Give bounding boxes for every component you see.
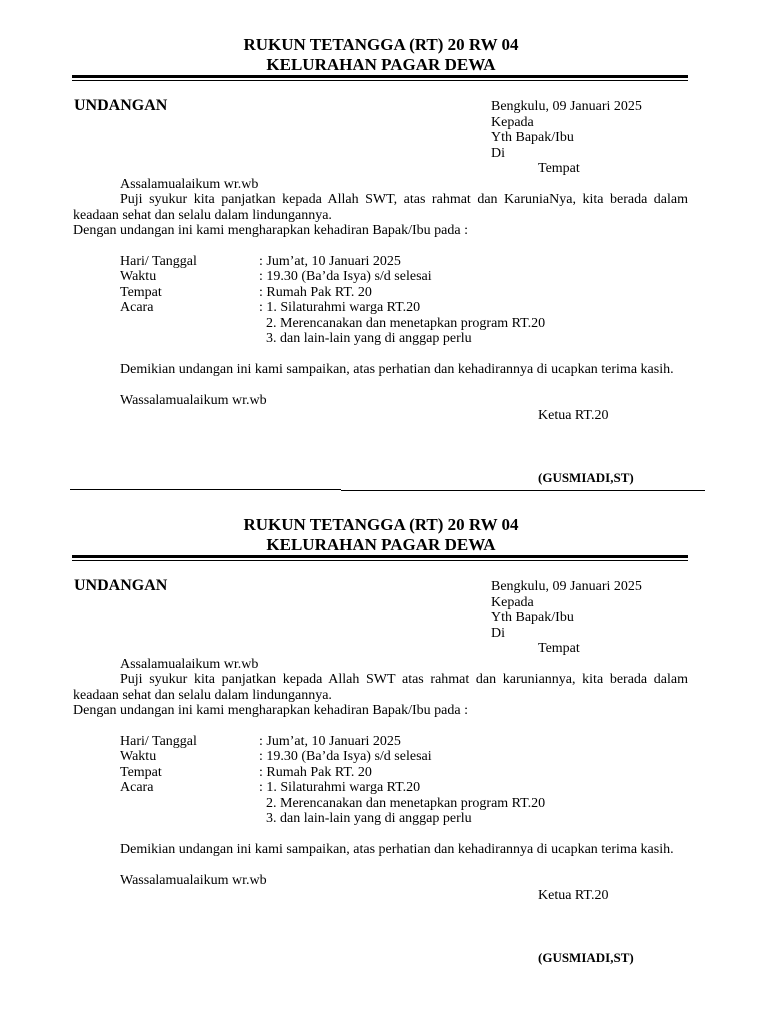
greeting: Assalamualaikum wr.wb [120,177,259,192]
request-line: Dengan undangan ini kami mengharapkan kehadiran Bapak/Ibu pada : [73,703,468,718]
signer-title: Ketua RT.20 [538,408,609,423]
place-date: Bengkulu, 09 Januari 2025 [491,99,642,114]
letterhead-rule-thin [72,560,688,561]
detail-label: Tempat [120,765,162,780]
detail-value: : Rumah Pak RT. 20 [259,765,372,780]
recipient-line: Di [491,626,505,641]
detail-value: : Jum’at, 10 Januari 2025 [259,254,401,269]
detail-label: Acara [120,780,154,795]
letterhead-line-1: RUKUN TETANGGA (RT) 20 RW 04 [243,515,519,534]
letterhead-line-2: KELURAHAN PAGAR DEWA [266,55,496,74]
agenda-item: 2. Merencanakan dan menetapkan program RT.20 [266,796,546,811]
letter-title: UNDANGAN [74,577,168,594]
request-line: Dengan undangan ini kami mengharapkan kehadiran Bapak/Ibu pada : [73,223,468,238]
intro-paragraph: Puji syukur kita panjatkan kepada Allah SWT, atas rahmat dan KaruniaNya, kita berada dalam keadaan sehat dan selalu dalam lindungannya. [73,192,688,223]
detail-label: Waktu [120,269,157,284]
detail-label: Waktu [120,749,157,764]
letterhead-line-1: RUKUN TETANGGA (RT) 20 RW 04 [243,35,519,54]
farewell: Wassalamualaikum wr.wb [120,393,267,408]
recipient-line: Tempat [538,641,580,656]
letterhead-rule-thick [72,75,688,78]
detail-label: Hari/ Tanggal [120,734,197,749]
letterhead-rule-thin [72,80,688,81]
detail-label: Tempat [120,285,162,300]
recipient-line: Yth Bapak/Ibu [491,610,574,625]
detail-label: Hari/ Tanggal [120,254,197,269]
detail-value: : 19.30 (Ba’da Isya) s/d selesai [259,269,432,284]
agenda-item: 3. dan lain-lain yang di anggap perlu [266,811,472,826]
place-date: Bengkulu, 09 Januari 2025 [491,579,642,594]
recipient-line: Yth Bapak/Ibu [491,130,574,145]
agenda-item: 3. dan lain-lain yang di anggap perlu [266,331,472,346]
agenda-item: : 1. Silaturahmi warga RT.20 [259,780,421,795]
signer-title: Ketua RT.20 [538,888,609,903]
closing-line: Demikian undangan ini kami sampaikan, atas perhatian dan kehadirannya di ucapkan terima kasih. [120,842,674,857]
recipient-line: Kepada [491,115,534,130]
farewell: Wassalamualaikum wr.wb [120,873,267,888]
detail-value: : Jum’at, 10 Januari 2025 [259,734,401,749]
closing-line: Demikian undangan ini kami sampaikan, atas perhatian dan kehadirannya di ucapkan terima kasih. [120,362,674,377]
recipient-line: Di [491,146,505,161]
detail-value: : 19.30 (Ba’da Isya) s/d selesai [259,749,432,764]
invitation-letter [0,480,768,965]
letter-title: UNDANGAN [74,97,168,114]
recipient-line: Kepada [491,595,534,610]
invitation-letter [0,0,768,485]
signer-name: (GUSMIADI,ST) [538,950,634,965]
signer-name: (GUSMIADI,ST) [538,470,634,485]
intro-paragraph: Puji syukur kita panjatkan kepada Allah SWT atas rahmat dan karuniannya, kita berada dalam keadaan sehat dan selalu dalam lindungannya. [73,672,688,703]
agenda-item: : 1. Silaturahmi warga RT.20 [259,300,421,315]
agenda-item: 2. Merencanakan dan menetapkan program RT.20 [266,316,546,331]
greeting: Assalamualaikum wr.wb [120,657,259,672]
letterhead-line-2: KELURAHAN PAGAR DEWA [266,535,496,554]
recipient-line: Tempat [538,161,580,176]
detail-label: Acara [120,300,154,315]
letterhead-rule-thick [72,555,688,558]
detail-value: : Rumah Pak RT. 20 [259,285,372,300]
